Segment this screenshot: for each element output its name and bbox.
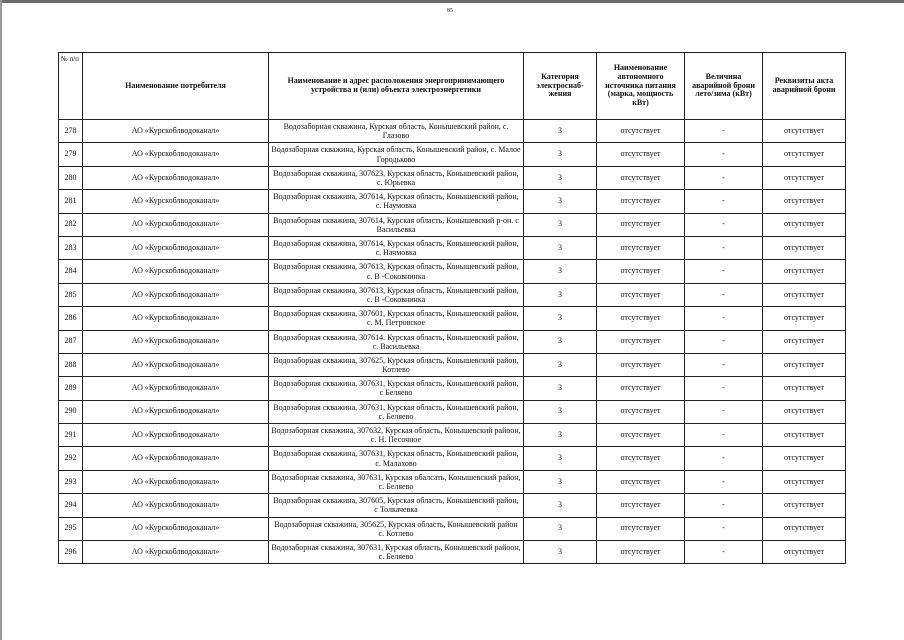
cell-power-source: отсутствует [597,400,685,423]
cell-reserve: - [685,143,763,166]
table-row [59,166,846,189]
cell-number: 279 [59,143,83,166]
cell-power-source: отсутствует [597,541,685,564]
cell-consumer: АО «Курскоблводоканал» [83,447,269,470]
cell-reserve: - [685,517,763,540]
cell-consumer: АО «Курскоблводоканал» [83,143,269,166]
cell-power-source: отсутствует [597,330,685,353]
cell-number: 293 [59,470,83,493]
table-row [59,470,846,493]
cell-consumer: АО «Курскоблводоканал» [83,260,269,283]
cell-category: 3 [524,470,597,493]
cell-consumer: АО «Курскоблводоканал» [83,120,269,143]
cell-consumer: АО «Курскоблводоканал» [83,470,269,493]
cell-address: Водозаборная скважина, 307631, Курская область, Конышевский райоон, с. Беляево [269,541,524,564]
cell-consumer: АО «Курскоблводоканал» [83,190,269,213]
cell-power-source: отсутствует [597,470,685,493]
table-row [59,236,846,259]
cell-act: отсутствует [763,260,846,283]
table-row [59,353,846,376]
table-row [59,400,846,423]
cell-act: отсутствует [763,541,846,564]
table-header [59,53,846,120]
cell-category: 3 [524,190,597,213]
cell-number: 278 [59,120,83,143]
header-act-details: Реквизиты акта аварийной брони [763,53,846,120]
cell-consumer: АО «Курскоблводоканал» [83,517,269,540]
cell-power-source: отсутствует [597,377,685,400]
header-address: Наименование и адрес расположения энергопринимающего устройства и (или) объекта электроэнергетики [269,53,524,120]
cell-address: Водозаборная скважина, 307601, Курская область, Конышевский район, с. М. Петровское [269,307,524,330]
header-category: Категория электроснаб-жения [524,53,597,120]
cell-reserve: - [685,236,763,259]
cell-address: Водозаборная скважина, 307613, Курская область, Конышевский район, с. В -Соковнинка [269,283,524,306]
cell-number: 290 [59,400,83,423]
cell-power-source: отсутствует [597,424,685,447]
table-row [59,494,846,517]
cell-consumer: АО «Курскоблводоканал» [83,213,269,236]
cell-power-source: отсутствует [597,307,685,330]
cell-category: 3 [524,447,597,470]
cell-address: Водозаборная скважина, 307614, Курская область, Конышевский р-он. с Васильевка [269,213,524,236]
header-row [59,53,846,120]
cell-act: отсутствует [763,447,846,470]
cell-address: Водозаборная скважина, 305625, Курская область, Конышевский район с. Котлево [269,517,524,540]
cell-reserve: - [685,330,763,353]
cell-number: 284 [59,260,83,283]
cell-reserve: - [685,166,763,189]
cell-consumer: АО «Курскоблводоканал» [83,541,269,564]
cell-category: 3 [524,120,597,143]
cell-consumer: АО «Курскоблводоканал» [83,494,269,517]
cell-address: Водозаборная скважина, 307631, Курская область, Конышевский район, с. Малахово [269,447,524,470]
table-row [59,120,846,143]
cell-power-source: отсутствует [597,353,685,376]
cell-reserve: - [685,470,763,493]
header-consumer: Наименование потребителя [83,53,269,120]
cell-category: 3 [524,400,597,423]
cell-consumer: АО «Курскоблводоканал» [83,377,269,400]
cell-number: 280 [59,166,83,189]
cell-number: 291 [59,424,83,447]
cell-act: отсутствует [763,424,846,447]
cell-address: Водозаборная скважина, 307614. Курская область, Конышевский район, с. Васильевка [269,330,524,353]
cell-power-source: отсутствует [597,283,685,306]
table-row [59,307,846,330]
cell-address: Водозаборная скважина, 307605, Курская область, Конышевский район, с Толкачевка [269,494,524,517]
cell-power-source: отсутствует [597,236,685,259]
cell-reserve: - [685,494,763,517]
cell-number: 287 [59,330,83,353]
cell-act: отсутствует [763,236,846,259]
header-reserve-size: Величина аварийной брони лето/зима (кВт) [685,53,763,120]
header-power-source: Наименование автономного источника питания (марка, мощность кВт) [597,53,685,120]
cell-category: 3 [524,353,597,376]
table-row [59,447,846,470]
cell-consumer: АО «Курскоблводоканал» [83,400,269,423]
cell-act: отсутствует [763,494,846,517]
cell-reserve: - [685,377,763,400]
cell-power-source: отсутствует [597,494,685,517]
cell-category: 3 [524,330,597,353]
cell-reserve: - [685,307,763,330]
cell-address: Водозаборная скважина, 307631, Курская область, Конышевский район, с. Беляево [269,400,524,423]
table-row [59,190,846,213]
cell-act: отсутствует [763,213,846,236]
cell-consumer: АО «Курскоблводоканал» [83,424,269,447]
cell-reserve: - [685,213,763,236]
cell-address: Водозаборная скважина, Курская область, Конышевский район, с. Глазово [269,120,524,143]
cell-number: 294 [59,494,83,517]
cell-act: отсутствует [763,307,846,330]
cell-consumer: АО «Курскоблводоканал» [83,236,269,259]
cell-act: отсутствует [763,166,846,189]
cell-power-source: отсутствует [597,120,685,143]
cell-act: отсутствует [763,143,846,166]
cell-address: Водозаборная скважина, 307632, Курская область, Конышевский райоон, с. Н. Песочное [269,424,524,447]
table-row [59,330,846,353]
cell-power-source: отсутствует [597,190,685,213]
cell-act: отсутствует [763,353,846,376]
cell-category: 3 [524,494,597,517]
cell-consumer: АО «Курскоблводоканал» [83,330,269,353]
cell-reserve: - [685,447,763,470]
cell-act: отсутствует [763,190,846,213]
cell-category: 3 [524,541,597,564]
cell-reserve: - [685,120,763,143]
cell-act: отсутствует [763,120,846,143]
cell-act: отсутствует [763,470,846,493]
scan-edge-top [0,0,904,3]
cell-act: отсутствует [763,283,846,306]
cell-act: отсутствует [763,400,846,423]
cell-category: 3 [524,213,597,236]
cell-number: 282 [59,213,83,236]
table-row [59,143,846,166]
cell-consumer: АО «Курскоблводоканал» [83,283,269,306]
cell-category: 3 [524,166,597,189]
cell-act: отсутствует [763,377,846,400]
cell-address: Водозаборная скважина, 307614, Курская область, Конышевский район, с. Начмовка [269,236,524,259]
cell-reserve: - [685,190,763,213]
cell-number: 283 [59,236,83,259]
cell-address: Водозаборная скважина, 307631, Курская область, Конышевский район, с Беляево [269,377,524,400]
table-row [59,283,846,306]
cell-power-source: отсутствует [597,260,685,283]
cell-reserve: - [685,260,763,283]
cell-reserve: - [685,283,763,306]
table-row [59,260,846,283]
cell-address: Водозаборная скважина, 307614, Курская область, Конышевский район, с. Наумовка [269,190,524,213]
cell-address: Водозаборная скважина, 307623, Курская область, Конышевский район, с. Юрьевка [269,166,524,189]
cell-category: 3 [524,260,597,283]
cell-category: 3 [524,283,597,306]
cell-number: 288 [59,353,83,376]
scan-edge-left [0,0,2,640]
cell-act: отсутствует [763,517,846,540]
cell-number: 289 [59,377,83,400]
cell-address: Водозаборная скважина, 307625, Курская область, Конышевский район, Котлево [269,353,524,376]
cell-consumer: АО «Курскоблводоканал» [83,166,269,189]
cell-reserve: - [685,541,763,564]
cell-number: 296 [59,541,83,564]
cell-act: отсутствует [763,330,846,353]
cell-category: 3 [524,143,597,166]
table-row [59,424,846,447]
cell-category: 3 [524,377,597,400]
table-row [59,377,846,400]
cell-number: 286 [59,307,83,330]
cell-consumer: АО «Курскоблводоканал» [83,353,269,376]
cell-power-source: отсутствует [597,166,685,189]
cell-power-source: отсутствует [597,143,685,166]
cell-number: 285 [59,283,83,306]
header-number: № п/п [59,53,83,120]
cell-number: 295 [59,517,83,540]
table-row [59,541,846,564]
page-number: 85 [447,8,453,14]
table-row [59,213,846,236]
cell-power-source: отсутствует [597,517,685,540]
cell-category: 3 [524,517,597,540]
cell-reserve: - [685,400,763,423]
cell-power-source: отсутствует [597,447,685,470]
cell-address: Водозаборная скважина, 307631, Курская обалсать, Конышевский район, с. Беляево [269,470,524,493]
cell-category: 3 [524,424,597,447]
cell-reserve: - [685,353,763,376]
cell-number: 281 [59,190,83,213]
cell-power-source: отсутствует [597,213,685,236]
emergency-reserve-table [58,52,846,564]
table-row [59,517,846,540]
cell-address: Водозаборная скважина, Курская область, Конышевский район, с. Малое Городьково [269,143,524,166]
cell-address: Водозаборная скважина, 307613, Курская область, Конышевский район, с. В -Соковнинка [269,260,524,283]
cell-category: 3 [524,307,597,330]
table-body [59,120,846,564]
cell-category: 3 [524,236,597,259]
cell-number: 292 [59,447,83,470]
cell-consumer: АО «Курскоблводоканал» [83,307,269,330]
cell-reserve: - [685,424,763,447]
